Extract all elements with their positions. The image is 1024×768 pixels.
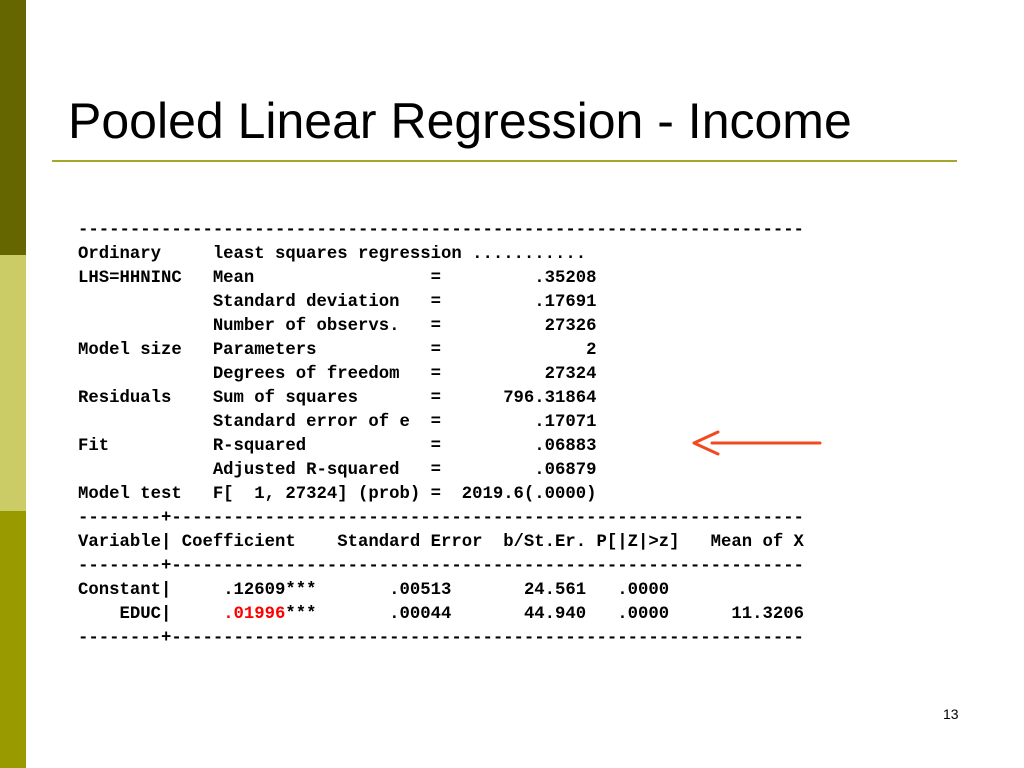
- slide-title: Pooled Linear Regression - Income: [68, 93, 852, 149]
- table-row: Constant| .12609*** .00513 24.561 .0000: [78, 581, 670, 600]
- highlighted-coefficient: .01996: [223, 605, 286, 624]
- summary-row: LHS=HHNINC Mean = .35208: [78, 269, 597, 288]
- title-underline: [52, 160, 957, 162]
- table-row: EDUC| .01996*** .00044 44.940 .0000 11.3206: [78, 605, 804, 624]
- table-rule: --------+-------------------------------------------------------------: [78, 509, 804, 528]
- summary-row: Adjusted R-squared = .06879: [78, 461, 597, 480]
- output-rule-top: ----------------------------------------------------------------------: [78, 221, 804, 240]
- table-header-line: Variable| Coefficient Standard Error b/St.Er. P[|Z|>z] Mean of X: [78, 533, 804, 552]
- left-band-dark-segment: [0, 0, 26, 255]
- summary-row: Standard error of e = .17071: [78, 413, 597, 432]
- output-header-line: Ordinary least squares regression ...........: [78, 245, 587, 264]
- summary-row: Fit R-squared = .06883: [78, 437, 597, 456]
- table-rule: --------+-------------------------------------------------------------: [78, 557, 804, 576]
- table-rule-bottom: --------+-------------------------------------------------------------: [78, 629, 804, 648]
- summary-row: Degrees of freedom = 27324: [78, 365, 597, 384]
- left-band-olive-segment: [0, 511, 26, 768]
- summary-row: Model size Parameters = 2: [78, 341, 597, 360]
- left-band-light-segment: [0, 255, 26, 511]
- page-number: 13: [943, 706, 959, 722]
- left-color-band: [0, 0, 26, 768]
- summary-row: Standard deviation = .17691: [78, 293, 597, 312]
- summary-row: Number of observs. = 27326: [78, 317, 597, 336]
- summary-row: Residuals Sum of squares = 796.31864: [78, 389, 597, 408]
- left-arrow-icon: [690, 428, 824, 460]
- model-test-line: Model test F[ 1, 27324] (prob) = 2019.6(.0000): [78, 485, 597, 504]
